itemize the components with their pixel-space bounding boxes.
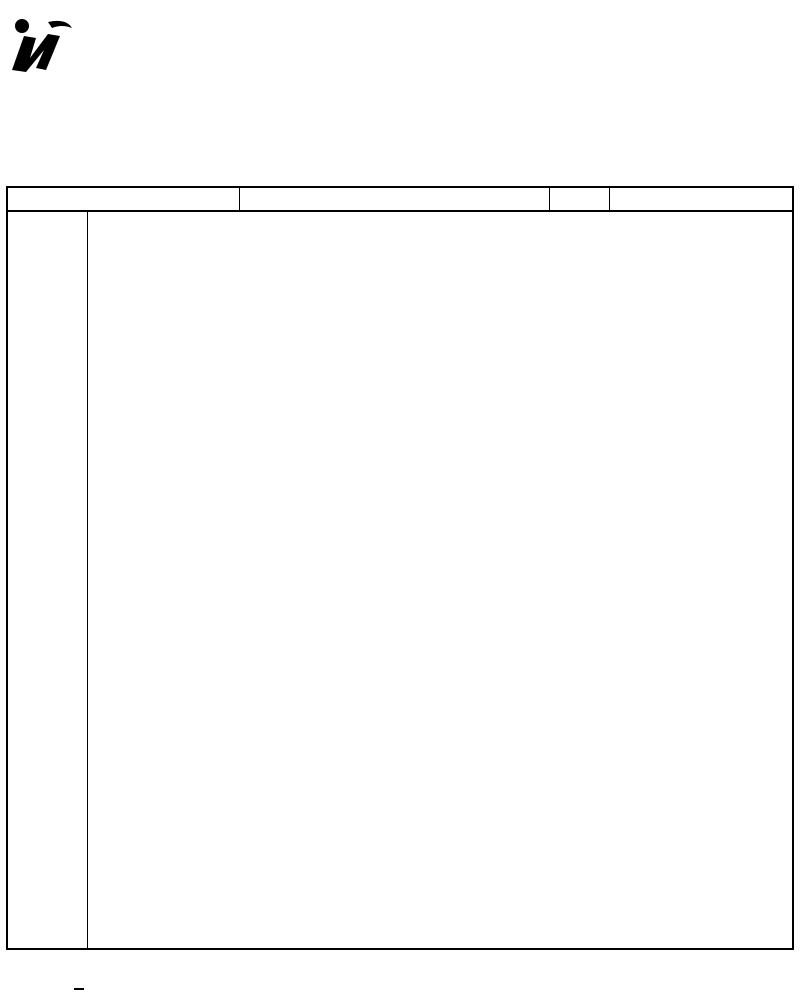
brand-logo — [8, 8, 258, 80]
header-route — [8, 188, 240, 210]
footer — [0, 954, 800, 978]
header — [0, 0, 800, 84]
footer-publication — [58, 980, 92, 998]
table-header — [8, 188, 792, 212]
header-advantage — [240, 188, 550, 210]
itinerary-table — [6, 186, 794, 950]
edition-box — [74, 988, 84, 990]
header-price — [550, 188, 610, 210]
side-label-cell — [8, 212, 88, 948]
header-date — [610, 188, 792, 210]
runner-logo-icon — [8, 14, 74, 74]
